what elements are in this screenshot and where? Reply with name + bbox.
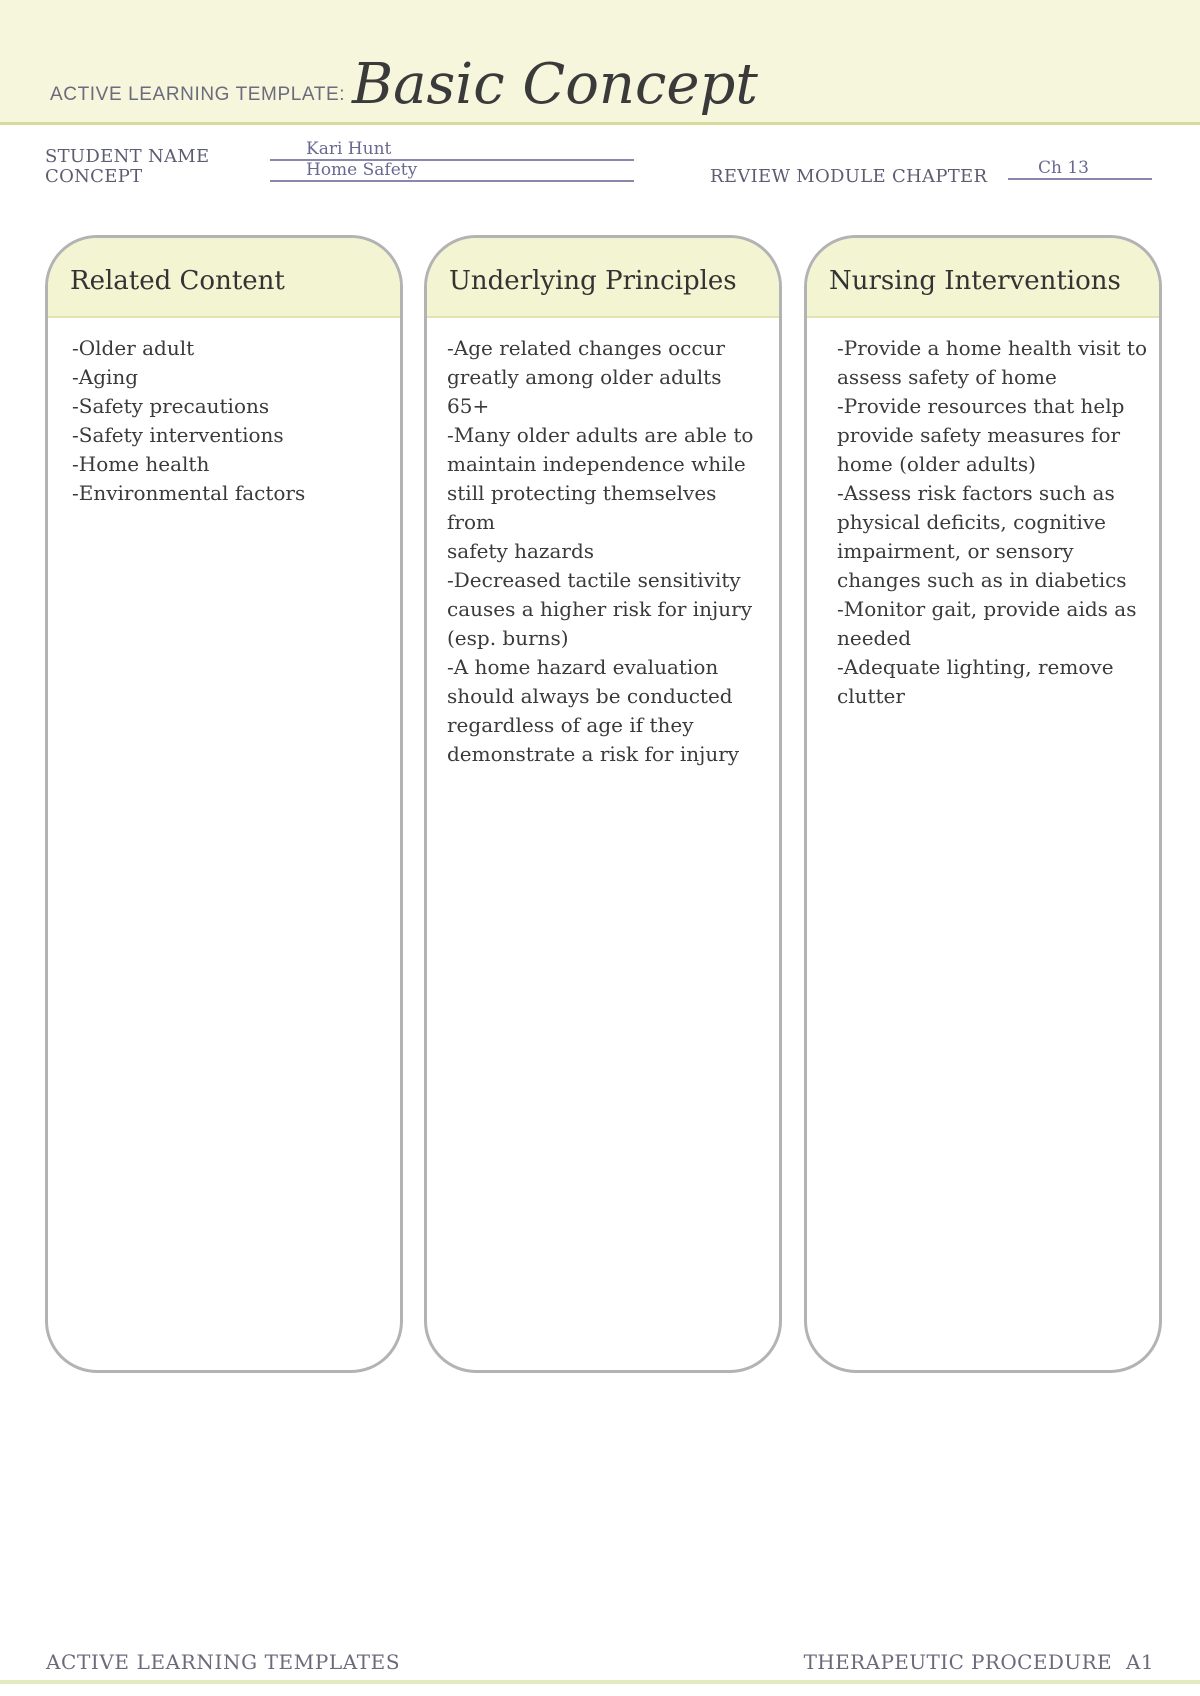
underlying-principles-title: Underlying Principles (449, 266, 737, 296)
list-item: needed (837, 626, 911, 650)
student-name-field[interactable]: Kari Hunt (270, 139, 634, 161)
list-item: physical deficits, cognitive (837, 510, 1107, 534)
card-header (807, 238, 1159, 318)
list-item: -Provide a home health visit to (837, 336, 1148, 360)
list-item: -Home health (72, 452, 210, 476)
footer-divider (0, 1680, 1200, 1684)
list-item: demonstrate a risk for injury (447, 742, 740, 766)
footer-code: A1 (1126, 1650, 1154, 1674)
list-item: -Decreased tactile sensitivity (447, 568, 741, 592)
list-item: clutter (837, 684, 905, 708)
list-item: home (older adults) (837, 452, 1036, 476)
list-item: -Older adult (72, 336, 195, 360)
concept-label: CONCEPT (45, 166, 143, 187)
list-item: still protecting themselves from (447, 481, 717, 534)
list-item: -Safety interventions (72, 423, 284, 447)
list-item: regardless of age if they (447, 713, 694, 737)
list-item: -Age related changes occur (447, 336, 725, 360)
list-item: -Safety precautions (72, 394, 270, 418)
footer-left: ACTIVE LEARNING TEMPLATES (46, 1650, 401, 1674)
list-item: -Many older adults are able to (447, 423, 754, 447)
list-item: impairment, or sensory (837, 539, 1074, 563)
concept-field[interactable]: Home Safety (270, 160, 634, 182)
list-item: -Assess risk factors such as (837, 481, 1115, 505)
review-module-chapter-label: REVIEW MODULE CHAPTER (710, 166, 988, 187)
template-label: ACTIVE LEARNING TEMPLATE: (50, 84, 346, 105)
student-name-label: STUDENT NAME (45, 146, 210, 167)
list-item: changes such as in diabetics (837, 568, 1127, 592)
list-item: provide safety measures for (837, 423, 1121, 447)
template-title: Basic Concept (352, 52, 758, 117)
list-item: safety hazards (447, 539, 595, 563)
underlying-principles-list (427, 318, 779, 769)
list-item: should always be conducted (447, 684, 733, 708)
list-item: -Provide resources that help (837, 394, 1125, 418)
list-item: greatly among older adults 65+ (447, 365, 722, 418)
header-band (0, 0, 1200, 125)
list-item: (esp. burns) (447, 626, 569, 650)
related-content-card (45, 235, 403, 1373)
list-item: causes a higher risk for injury (447, 597, 752, 621)
list-item: -Environmental factors (72, 481, 306, 505)
list-item: assess safety of home (837, 365, 1057, 389)
list-item: -Monitor gait, provide aids as (837, 597, 1137, 621)
card-header (48, 238, 400, 318)
related-content-list (48, 318, 400, 508)
review-module-chapter-field[interactable]: Ch 13 (1008, 158, 1152, 180)
list-item: maintain independence while (447, 452, 746, 476)
card-header (427, 238, 779, 318)
related-content-title: Related Content (70, 266, 285, 296)
nursing-interventions-card (804, 235, 1162, 1373)
footer-section: THERAPEUTIC PROCEDURE (803, 1650, 1113, 1674)
underlying-principles-card (424, 235, 782, 1373)
list-item: -Adequate lighting, remove (837, 655, 1114, 679)
nursing-interventions-list (807, 318, 1159, 711)
list-item: -Aging (72, 365, 139, 389)
nursing-interventions-title: Nursing Interventions (829, 266, 1121, 296)
footer-right (804, 1650, 1154, 1674)
list-item: -A home hazard evaluation (447, 655, 719, 679)
